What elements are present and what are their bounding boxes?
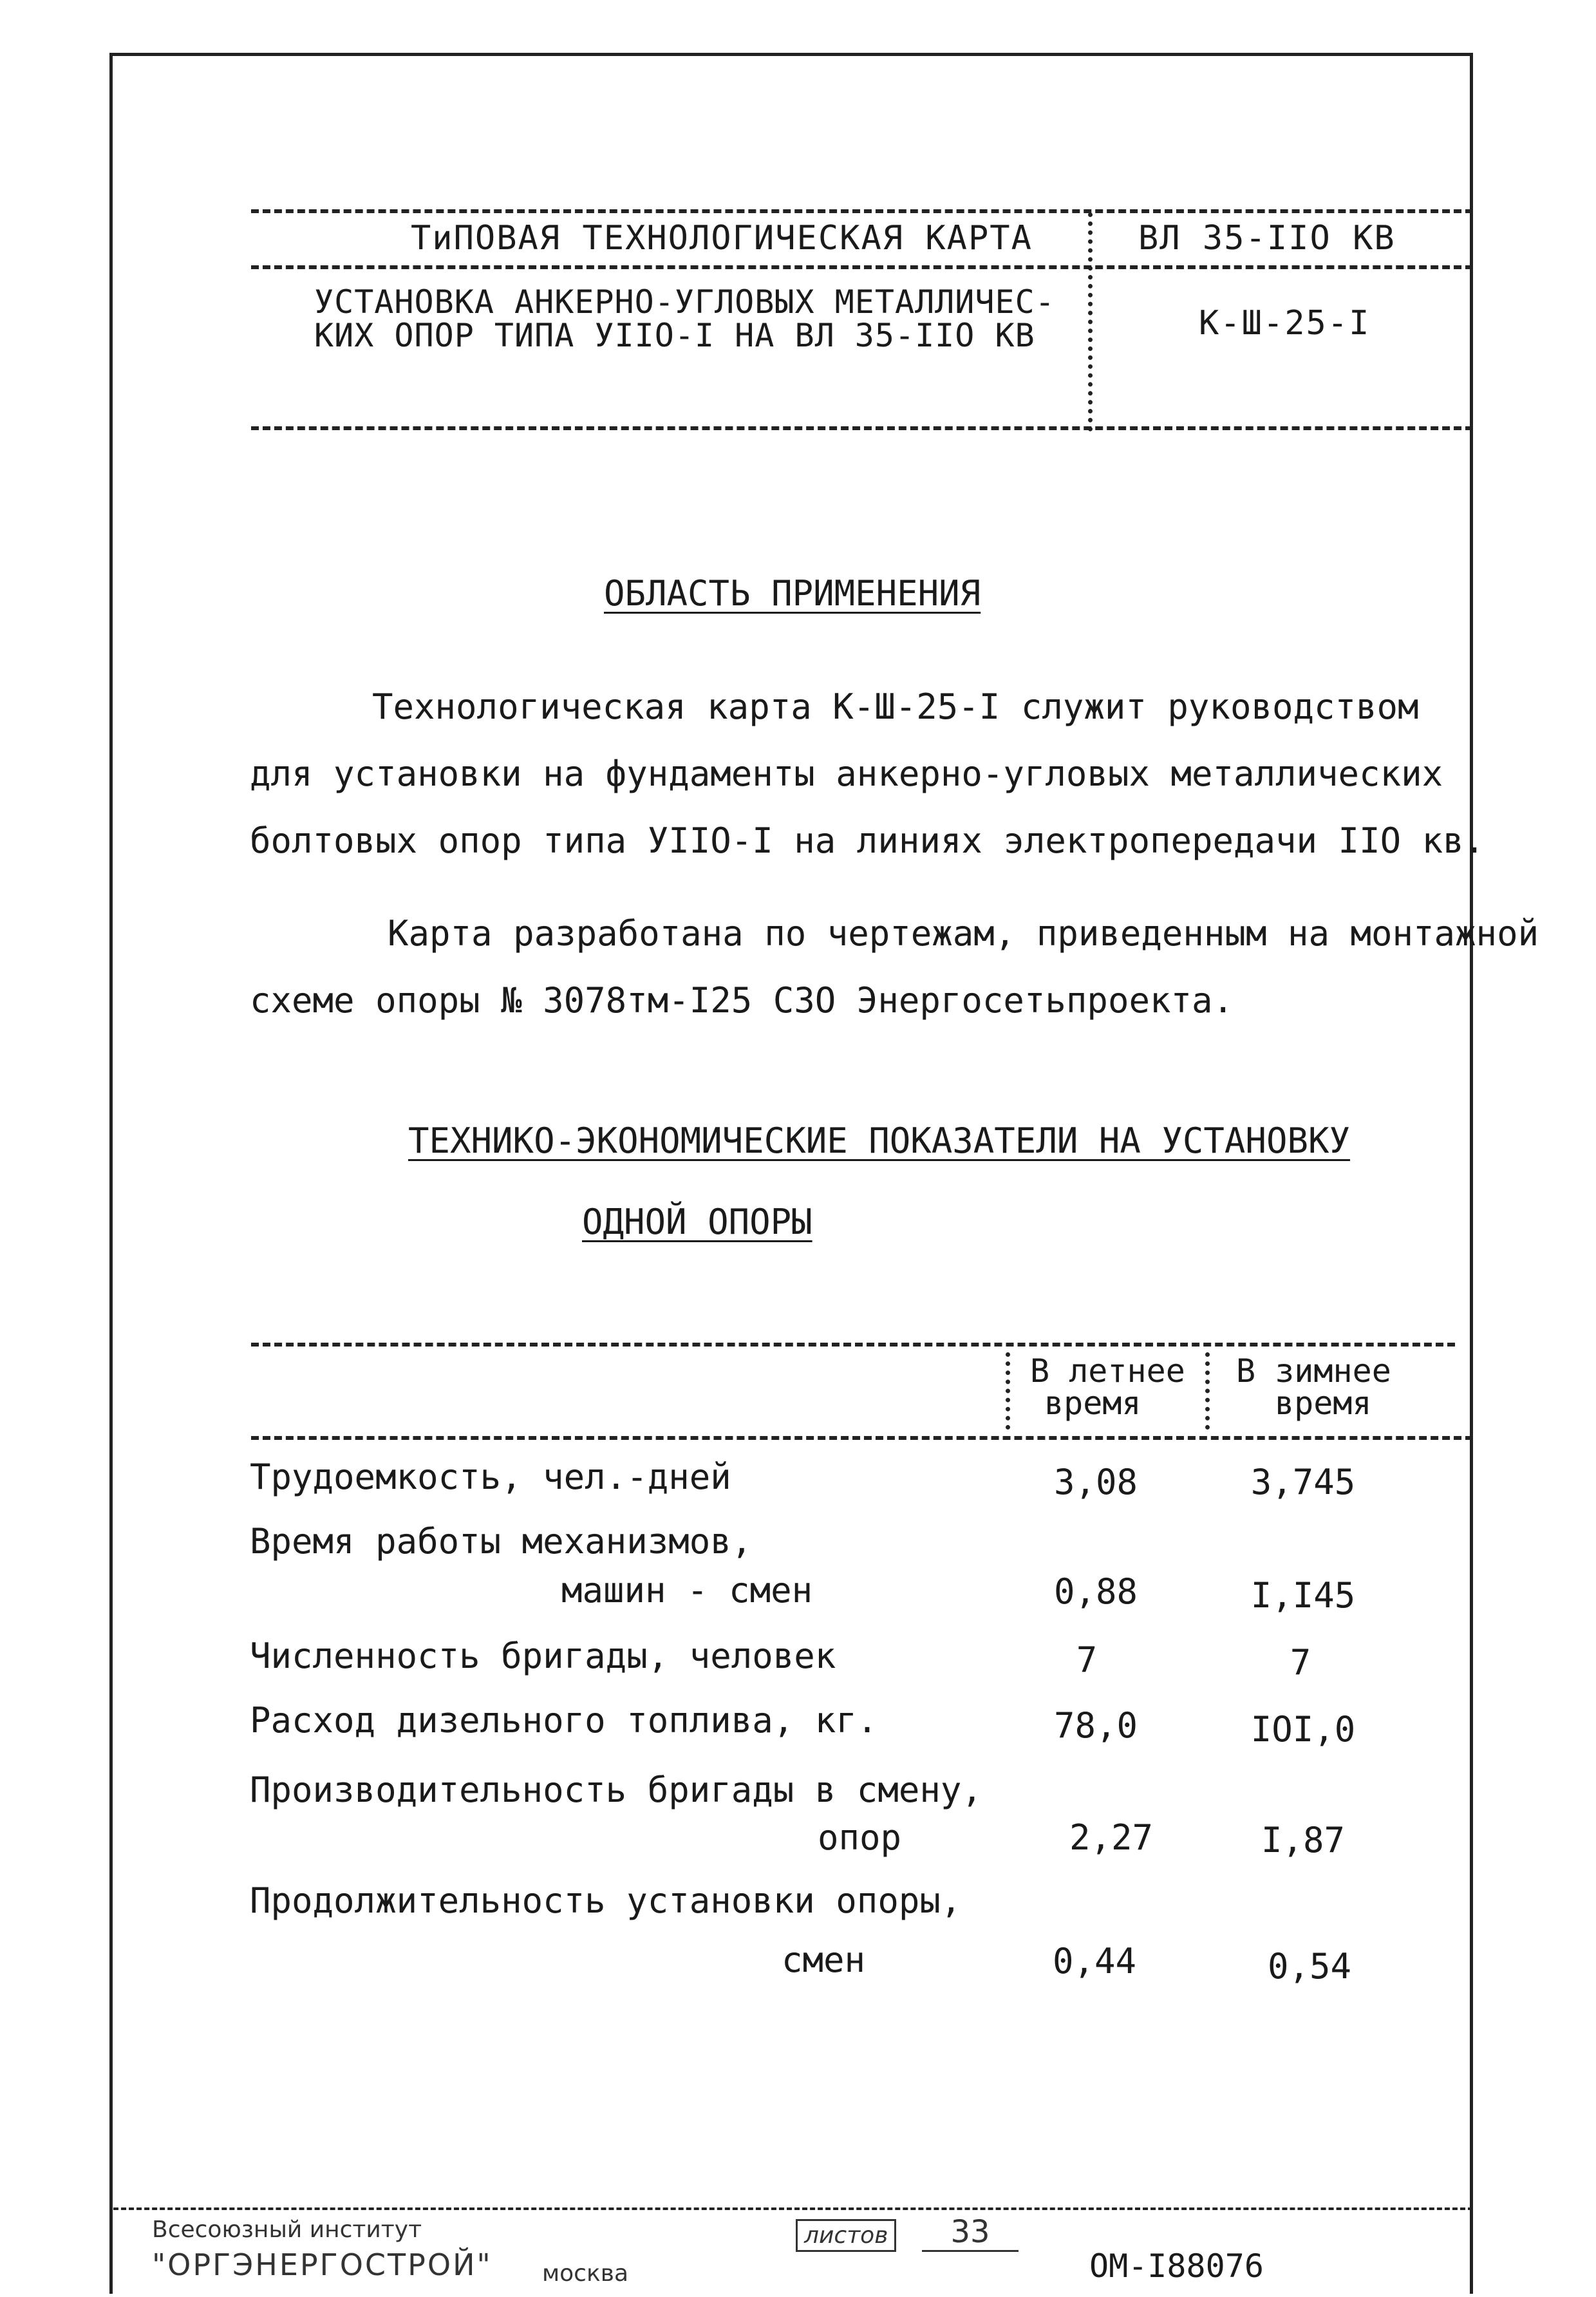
table-row-label: Численность бригады, человек <box>250 1636 836 1676</box>
table-cell-winter: 3,745 <box>1250 1462 1356 1502</box>
footer-rule <box>113 2207 1473 2210</box>
col-summer-header-line1: В летнее <box>1030 1352 1185 1390</box>
table-row-label: Производительность бригады в смену, <box>250 1770 982 1810</box>
footer-sheet-label: листов <box>796 2219 896 2252</box>
header-divider <box>1088 213 1093 431</box>
scope-paragraph2-line1: Карта разработана по чертежам, приведенным на монтажной <box>388 913 1539 954</box>
table-row-label: Трудоемкость, чел.-дней <box>250 1457 731 1497</box>
table-cell-summer: 0,88 <box>1053 1571 1138 1612</box>
indicators-heading-line1: ТЕХНИКО-ЭКОНОМИЧЕСКИЕ ПОКАЗАТЕЛИ НА УСТАНОВКУ <box>408 1120 1350 1161</box>
indicators-heading-line2: ОДНОЙ ОПОРЫ <box>582 1202 812 1242</box>
footer-city: москва <box>542 2260 628 2287</box>
table-row-label-continued: смен <box>782 1940 866 1980</box>
scope-paragraph1-line1: Технологическая карта К-Ш-25-I служит руководством <box>372 686 1419 727</box>
footer-doc-code: ОМ-I88076 <box>1089 2247 1264 2285</box>
table-divider-left <box>1006 1352 1010 1430</box>
table-row-label: Продолжительность установки опоры, <box>250 1880 962 1921</box>
table-cell-winter: 7 <box>1290 1642 1311 1683</box>
footer-institute-line1: Всесоюзный институт <box>152 2217 422 2243</box>
table-cell-summer: 0,44 <box>1052 1941 1137 1981</box>
col-winter-header-line2: время <box>1275 1385 1372 1422</box>
table-cell-summer: 3,08 <box>1053 1462 1138 1502</box>
table-top-rule <box>251 1343 1455 1347</box>
table-cell-summer: 78,0 <box>1053 1705 1138 1746</box>
table-cell-winter: IOI,0 <box>1250 1709 1356 1750</box>
header-top-rule <box>251 209 1473 213</box>
table-divider-right <box>1205 1352 1210 1430</box>
table-header-rule <box>251 1436 1473 1440</box>
footer-institute-line2: "ОРГЭНЕРГОСТРОЙ" <box>152 2247 493 2282</box>
scope-paragraph1-line3: болтовых опор типа УIIO-I на линиях электропередачи IIO кв. <box>250 820 1485 861</box>
table-row-label-continued: опор <box>818 1817 902 1858</box>
table-row-label-continued: машин - смен <box>561 1570 813 1611</box>
header-subject-line2: КИХ ОПОР ТИПА УIIO-I НА ВЛ 35-IIO КВ <box>314 317 1035 354</box>
col-winter-header-line1: В зимнее <box>1236 1352 1391 1390</box>
header-line-code: ВЛ 35-IIO КВ <box>1138 219 1396 258</box>
scope-paragraph1-line2: для установки на фундаменты анкерно-угловых металлических <box>250 753 1443 794</box>
table-row-label: Расход дизельного топлива, кг. <box>250 1700 878 1741</box>
scope-paragraph2-line2: схеме опоры № 3078тм-I25 СЗО Энергосетьпроекта. <box>250 980 1234 1021</box>
table-cell-winter: I,I45 <box>1250 1575 1356 1616</box>
header-card-code: К-Ш-25-I <box>1199 304 1371 343</box>
header-bottom-rule <box>251 426 1473 430</box>
table-cell-summer: 7 <box>1076 1640 1098 1680</box>
table-cell-summer: 2,27 <box>1069 1817 1154 1858</box>
table-row-label: Время работы механизмов, <box>250 1521 753 1562</box>
scope-heading: ОБЛАСТЬ ПРИМЕНЕНИЯ <box>604 573 981 614</box>
header-middle-rule <box>251 265 1473 269</box>
header-title: ТиПОВАЯ ТЕХНОЛОГИЧЕСКАЯ КАРТА <box>411 219 1033 258</box>
table-cell-winter: 0,54 <box>1267 1946 1352 1987</box>
col-summer-header-line2: время <box>1044 1385 1141 1422</box>
header-subject-line1: УСТАНОВКА АНКЕРНО-УГЛОВЫХ МЕТАЛЛИЧЕС- <box>314 283 1055 321</box>
table-cell-winter: I,87 <box>1261 1820 1346 1860</box>
footer-sheet-number: 33 <box>922 2214 1019 2252</box>
